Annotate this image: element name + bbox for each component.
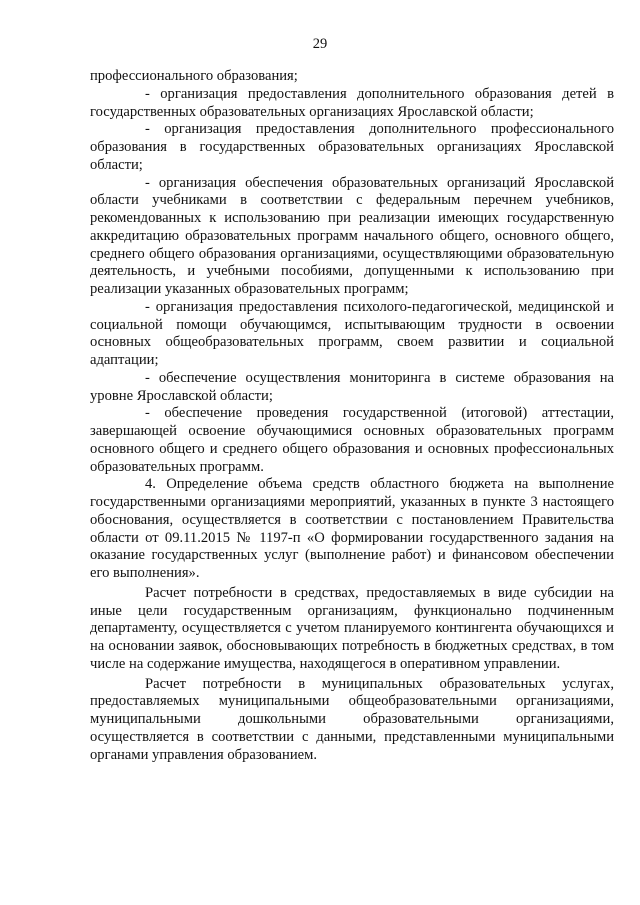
paragraph-continuation: профессионального образования; [90, 68, 298, 84]
list-item-psychological-assistance: - организация предоставления психолого-педагогической, медицинской и социальной помощи обучающимся, испытывающим трудности в освоении основных общеобразовательных программ, своем развитии и социальной адаптации; [90, 298, 614, 368]
paragraph-budget-determination: 4. Определение объема средств областного бюджета на выполнение государственными организациями мероприятий, указанных в пункте 3 настоящего обоснования, осуществляется в соответствии с постановлением Правительства области от 09.11.2015 № 1197-п «О формировании государственного задания на оказание государственных услуг (выполнение работ) и финансовом обеспечении его выполнения». [90, 476, 614, 581]
list-item-monitoring: - обеспечение осуществления мониторинга в системе образования на уровне Ярославской области; [90, 369, 614, 404]
page-number: 29 [312, 36, 328, 52]
list-item-additional-education-children: - организация предоставления дополнительного образования детей в государственных образовательных организациях Ярославской области; [90, 85, 614, 120]
list-item-final-attestation: - обеспечение проведения государственной (итоговой) аттестации, завершающей освоение обучающимися основных образовательных программ основного общего и среднего общего образования и основных профессиональных образовательных программ. [90, 405, 614, 475]
list-item-textbook-provision: - организация обеспечения образовательных организаций Ярославской области учебниками в соответствии с федеральным перечнем учебников, рекомендованных к использованию при реализации имеющих государственную аккредитацию образовательных программ начального общего, основного общего, среднего общего образования организациями, осуществляющими образовательную деятельность, и учебными пособиями, допущенными к использованию при реализации указанных образовательных программ; [90, 174, 614, 297]
list-item-additional-professional-education: - организация предоставления дополнительного профессионального образования в государственных образовательных организациях Ярославской области; [90, 121, 614, 173]
paragraph-municipal-services: Расчет потребности в муниципальных образовательных услугах, предоставляемых муниципальными общеобразовательными организациями, муниципальными дошкольными образовательными организациями, осуществляется в соответствии с данными, представленными муниципальными органами управления образованием. [90, 675, 614, 763]
paragraph-subsidy-calculation: Расчет потребности в средствах, предоставляемых в виде субсидии на иные цели государственным организациям, функционально подчиненным департаменту, осуществляется с учетом планируемого контингента обучающихся и на основании заявок, обосновывающих потребность в бюджетных средствах, в том числе на содержание имущества, находящегося в оперативном управлении. [90, 584, 614, 672]
document-body [90, 68, 614, 764]
